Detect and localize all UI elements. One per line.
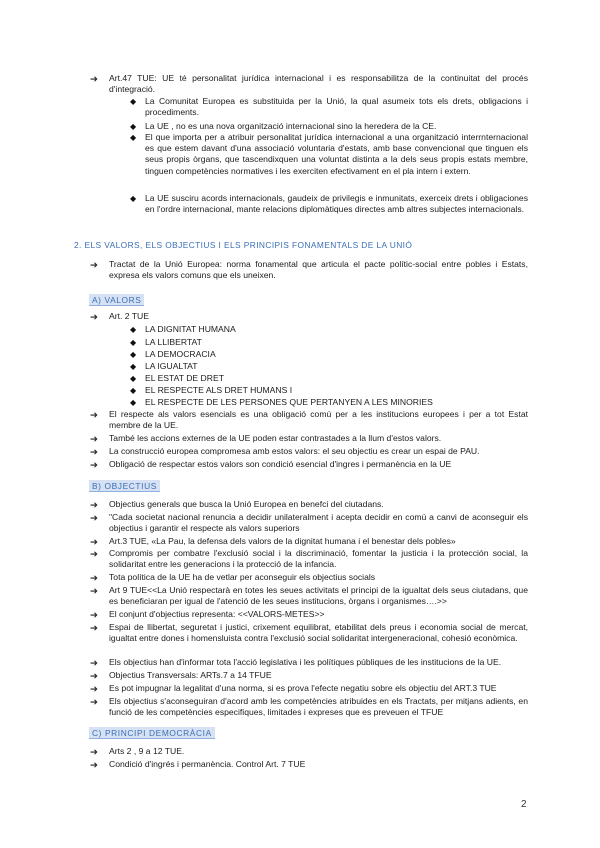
subsection-title-objectius: B) OBJECTIUS xyxy=(89,480,160,492)
page-number: 2 xyxy=(521,799,527,810)
arrow-bullet-icon: ➔ xyxy=(90,260,98,271)
valor-item: LA DEMOCRACIA xyxy=(145,349,216,359)
arrow-bullet-icon: ➔ xyxy=(90,500,98,511)
arrow-bullet-icon: ➔ xyxy=(90,658,98,669)
objectius-point: Els objectius s'aconseguiran d'acord amb les competències atribuides en els Tractats, per mitjans adients, en funció de les competències especifiques, limitades i expreses que es preveuen el TFUE xyxy=(109,696,528,718)
arrow-bullet-icon: ➔ xyxy=(90,447,98,458)
arrow-bullet-icon: ➔ xyxy=(90,549,98,560)
arrow-bullet-icon: ➔ xyxy=(90,747,98,758)
diamond-bullet-icon: ◆ xyxy=(130,338,137,347)
arrow-bullet-icon: ➔ xyxy=(90,537,98,548)
diamond-bullet-icon: ◆ xyxy=(130,374,137,383)
arrow-bullet-icon: ➔ xyxy=(90,74,98,85)
valor-item: LA LLIBERTAT xyxy=(145,337,202,347)
arrow-bullet-icon: ➔ xyxy=(90,684,98,695)
objectius-point: Espai de llibertat, seguretat i justici, crixement equilibrat, etabilitat dels preus i economia social de mercat, igualtat entre dones i homensluista contra l'exclusió social solidaritat intergeneracional, cohesió econòmica. xyxy=(109,622,528,644)
arrow-bullet-icon: ➔ xyxy=(90,610,98,621)
arrow-bullet-icon: ➔ xyxy=(90,573,98,584)
art47-text: Art.47 TUE: UE té personalitat jurídica internacional i es responsabilitza de la continuitat del procés d'integració. xyxy=(109,73,528,95)
diamond-bullet-icon: ◆ xyxy=(130,386,137,395)
objectius-point: Art.3 TUE, «La Pau, la defensa dels valors de la dignitat humana i el benestar dels pobles» xyxy=(109,536,456,546)
arrow-bullet-icon: ➔ xyxy=(90,460,98,471)
arrow-bullet-icon: ➔ xyxy=(90,410,98,421)
art47-bullet: La UE , no es una nova organització internacional sino la heredera de la CE. xyxy=(145,121,437,131)
section-title: 2. ELS VALORS, ELS OBJECTIUS I ELS PRINCIPIS FONAMENTALS DE LA UNIÓ xyxy=(74,240,413,250)
arrow-bullet-icon: ➔ xyxy=(90,586,98,597)
objectius-point: Objectius Transversals: ARTs.7 a 14 TFUE xyxy=(109,670,272,680)
valors-point: La construcció europea compromesa amb estos valors: el seu objectiu es crear un espai de PAU. xyxy=(109,446,480,456)
arrow-bullet-icon: ➔ xyxy=(90,760,98,771)
art47-bullet: El que importa per a atribuir personalitat jurídica internacional a una organització interrnternacional es que estem davant d'una associació voluntaria d'estats, amb base convencional que tinguen els seus propis òrgans, que tascendixquen una voluntat distinta a la dels seus propis estats membre, tinguen competències normatives i les exerciten efectivament en el pla intern i extern. xyxy=(145,132,528,176)
objectius-point: El conjunt d'objectius representa: <<VALORS-METES>> xyxy=(109,609,325,619)
art47-bullet: La UE susciru acords internacionals, gaudeix de privilegis e inmunitats, exerceix drets i obligaciones en l'ordre internacional, mante relacions diplomàtiques directes amb altres subjectes internacionals. xyxy=(145,193,528,215)
arrow-bullet-icon: ➔ xyxy=(90,513,98,524)
diamond-bullet-icon: ◆ xyxy=(130,122,137,131)
valors-point: Obligació de respectar estos valors son condició esencial d'ingres i permanència en la UE xyxy=(109,459,452,469)
arrow-bullet-icon: ➔ xyxy=(90,434,98,445)
valor-item: LA DIGNITAT HUMANA xyxy=(145,324,236,334)
valors-point: També les accions externes de la UE poden estar contrastades a la llum d'estos valors. xyxy=(109,433,442,443)
valor-item: LA IGUALTAT xyxy=(145,361,198,371)
valor-item: EL ESTAT DE DRET xyxy=(145,373,224,383)
subsection-title-valors: A) VALORS xyxy=(89,294,144,306)
diamond-bullet-icon: ◆ xyxy=(130,194,137,203)
arrow-bullet-icon: ➔ xyxy=(90,671,98,682)
section-intro: Tractat de la Unió Europea: norma fonamental que articula el pacte polític-social entre pobles i Estats, expresa els valors comuns que els uneixen. xyxy=(109,259,528,281)
arrow-bullet-icon: ➔ xyxy=(90,697,98,708)
democracia-point: Arts 2 , 9 a 12 TUE. xyxy=(109,746,185,756)
diamond-bullet-icon: ◆ xyxy=(130,398,137,407)
objectius-point: Art 9 TUE<<La Unió respectarà en totes les seues activitats el principi de la igualtat dels seus ciutadans, que es beneficiaran per igual de l'atenció de les seues institucions, òrgans i organismes….>> xyxy=(109,585,528,607)
arrow-bullet-icon: ➔ xyxy=(90,312,98,323)
objectius-point: Els objectius han d'informar tota l'acció legislativa i les polítiques públiques de les institucions de la UE. xyxy=(109,657,502,667)
arrow-bullet-icon: ➔ xyxy=(90,623,98,634)
art47-bullet: La Comunitat Europea es substituida per la Unió, la qual asumeix tots els drets, obligacions i procediments. xyxy=(145,96,528,118)
valor-item: EL RESPECTE DE LES PERSONES QUE PERTANYEN A LES MINORIES xyxy=(145,397,433,407)
objectius-point: "Cada societat nacional renuncia a decidir unilateralment i acepta decidir en comú a canvi de aconseguir els objectius i garantir el respecte als valors superiors xyxy=(109,512,528,534)
objectius-point: Objectius generals que busca la Unió Europea en benefci del ciutadans. xyxy=(109,499,384,509)
objectius-point: Es pot impugnar la legalitat d'una norma, si es prova l'efecte negatiu sobre els objectiu del ART.3 TUE xyxy=(109,683,497,693)
valor-item: EL RESPECTE ALS DRET HUMANS I xyxy=(145,385,293,395)
diamond-bullet-icon: ◆ xyxy=(130,325,137,334)
diamond-bullet-icon: ◆ xyxy=(130,97,137,106)
valors-point: El respecte als valors esencials es una obligació comú per a les institucions europees i per a tot Estat membre de la UE. xyxy=(109,409,528,431)
art2-label: Art. 2 TUE xyxy=(109,311,149,321)
subsection-title-democracia: C) PRINCIPI DEMOCRÀCIA xyxy=(89,727,215,739)
objectius-point: Compromis per combatre l'exclusió social i la discriminació, fomentar la justicia i la protección social, la solidaritat entre les generacions i la protecció de la infancia. xyxy=(109,548,528,570)
diamond-bullet-icon: ◆ xyxy=(130,362,137,371)
democracia-point: Condició d'ingrés i permanència. Control Art. 7 TUE xyxy=(109,759,306,769)
diamond-bullet-icon: ◆ xyxy=(130,350,137,359)
objectius-point: Tota política de la UE ha de vetlar per aconseguir els objectius socials xyxy=(109,572,376,582)
diamond-bullet-icon: ◆ xyxy=(130,133,137,142)
